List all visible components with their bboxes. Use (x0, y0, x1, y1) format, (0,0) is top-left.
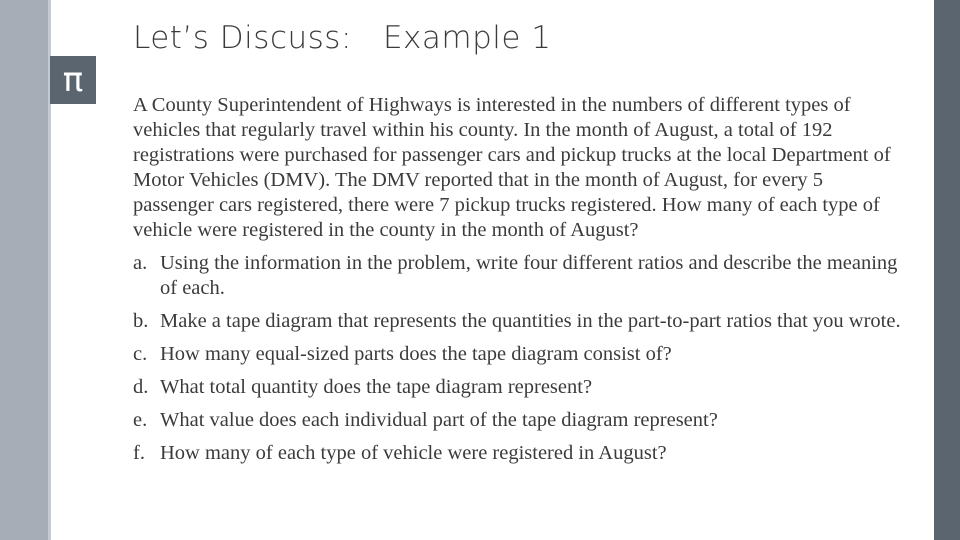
question-letter: b. (133, 310, 149, 332)
question-item (133, 441, 903, 466)
right-decorative-band (934, 0, 960, 540)
slide-title: Let’s Discuss: Example 1 (133, 20, 552, 56)
question-item (133, 309, 903, 334)
slide-body (133, 93, 903, 474)
question-item (133, 251, 903, 301)
question-item (133, 375, 903, 400)
pi-icon (50, 56, 96, 104)
question-text: Using the information in the problem, write four different ratios and describe the meaning of each. (160, 252, 898, 299)
question-letter: a. (133, 252, 148, 274)
pi-symbol: π (62, 60, 84, 100)
question-text: Make a tape diagram that represents the quantities in the part-to-part ratios that you wrote. (160, 310, 901, 332)
question-text: What total quantity does the tape diagram represent? (160, 376, 593, 398)
problem-statement: A County Superintendent of Highways is interested in the numbers of different types of vehicles that regularly travel within his county. In the month of August, a total of 192 registrations were purchased for passenger cars and pickup trucks at the local Department of Motor Vehicles (DMV). The DMV reported that in the month of August, for every 5 passenger cars registered, there were 7 pickup trucks registered. How many of each type of vehicle were registered in the county in the month of August? (133, 94, 891, 241)
question-item (133, 408, 903, 433)
question-text: How many of each type of vehicle were registered in August? (160, 442, 667, 464)
left-decorative-band (0, 0, 48, 540)
question-list (133, 251, 903, 466)
question-item (133, 342, 903, 367)
question-letter: c. (133, 343, 148, 365)
question-letter: d. (133, 376, 149, 398)
question-letter: f. (133, 442, 145, 464)
question-letter: e. (133, 409, 148, 431)
question-text: What value does each individual part of the tape diagram represent? (160, 409, 718, 431)
question-text: How many equal-sized parts does the tape diagram consist of? (160, 343, 672, 365)
